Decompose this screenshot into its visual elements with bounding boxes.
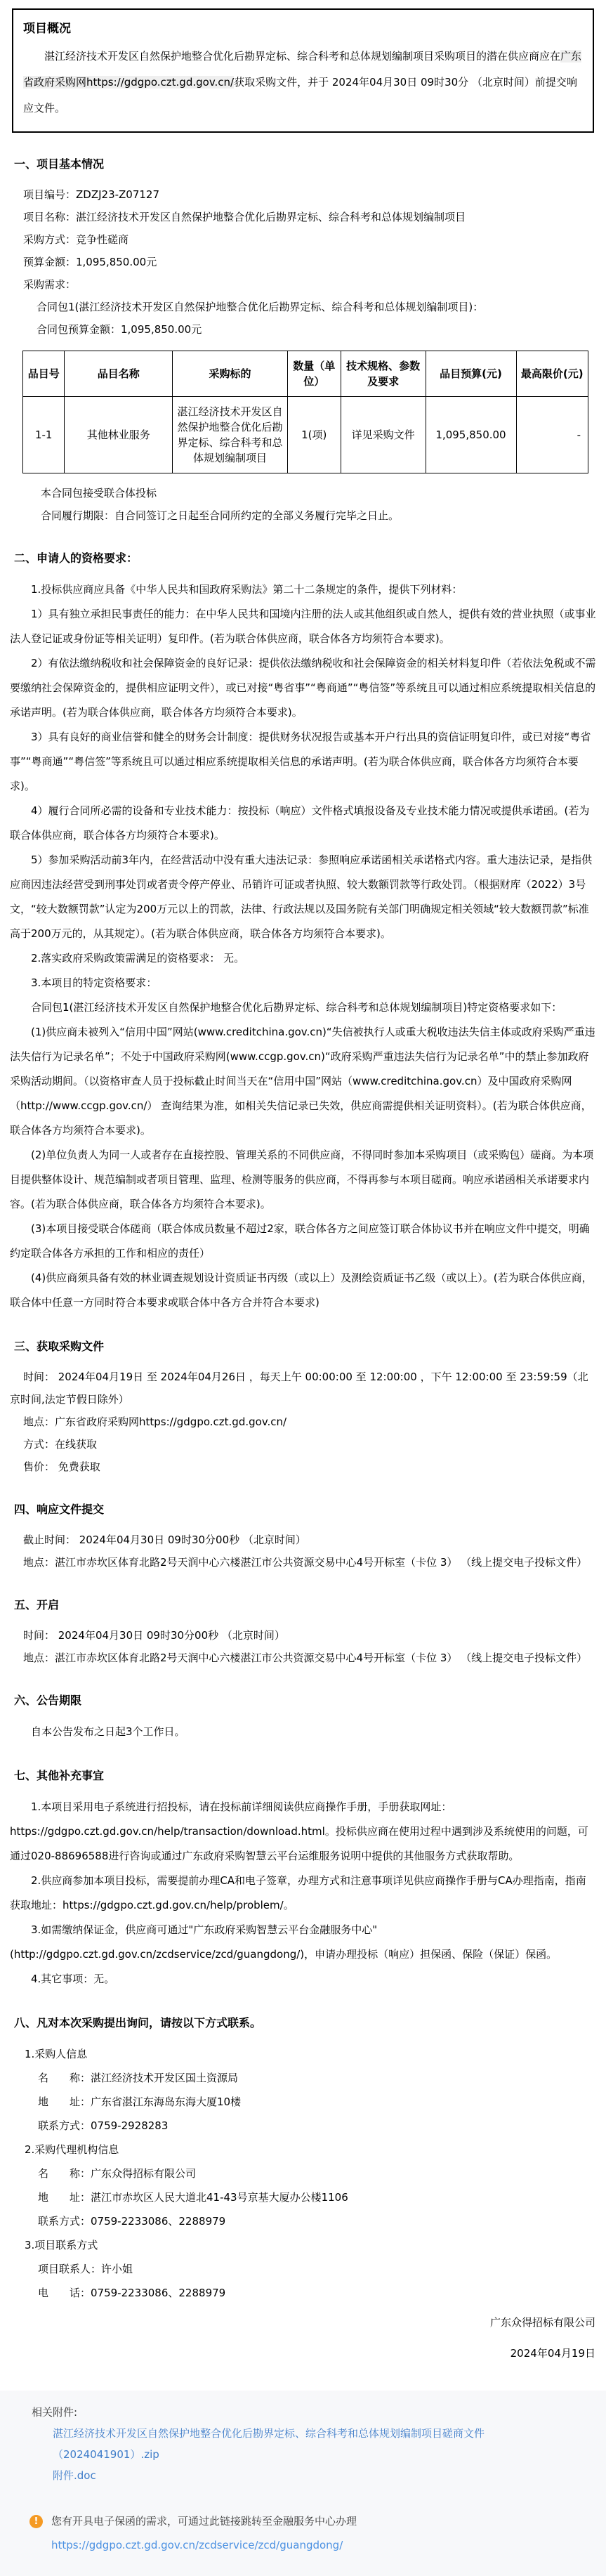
financial-service-link[interactable]: https://gdgpo.czt.gd.gov.cn/zcdservice/zcd/guangdong/ <box>51 2539 343 2551</box>
notice-text: 您有开具电子保函的需求，可通过此链接跳转至金融服务中心办理 <box>51 2515 357 2528</box>
agent-info-heading: 2.采购代理机构信息 <box>25 2143 119 2156</box>
cell-price-limit: - <box>516 397 588 473</box>
col-header-quantity: 数量（单位） <box>287 351 341 397</box>
budget-line: 预算金额：1,095,850.00元 <box>23 256 157 268</box>
attachment-list <box>0 2423 606 2486</box>
overview-text-after: 获取采购文件，并于 2024年04月30日 09时30分 （北京时间）前提交响应文件。 <box>23 76 577 115</box>
col-header-spec: 技术规格、参数及要求 <box>341 351 426 397</box>
table-row <box>23 397 588 473</box>
cell-item-no: 1-1 <box>23 397 65 473</box>
section-submit-heading: 四、响应文件提交 <box>14 1503 105 1516</box>
attachment-link[interactable]: 湛江经济技术开发区自然保护地整合优化后勘界定标、综合科考和总体规划编制项目磋商文件（2024041901）.zip <box>53 2427 485 2461</box>
demand-label-line: 采购需求： <box>23 278 77 291</box>
buyer-name-line: 名 称：湛江经济技术开发区国土资源局 <box>38 2072 239 2084</box>
attachments-label: 相关附件: <box>32 2406 78 2419</box>
package-budget-line: 合同包预算金额：1,095,850.00元 <box>37 323 202 336</box>
exclamation-icon: ! <box>29 2515 43 2528</box>
other-paragraph: 2.供应商参加本项目投标，需要提前办理CA和电子签章，办理方式和注意事项详见供应商操作手册与CA办理指南，指南获取地址：https://gdgpo.czt.gd.gov.cn/help/problem/。 <box>10 1874 586 1911</box>
open-place-line: 地点：湛江市赤坎区体育北路2号天润中心六楼湛江市公共资源交易中心4号开标室（卡位 3） （线上提交电子投标文件） <box>23 1652 588 1664</box>
qualification-paragraph: (3)本项目接受联合体磋商（联合体成员数量不超过2家，联合体各方之间应签订联合体协议书并在响应文件中提交，明确约定联合体各方承担的工作和相应的责任） <box>10 1222 590 1260</box>
page-footer <box>0 2391 606 2576</box>
qualification-paragraph: 5）参加采购活动前3年内，在经营活动中没有重大违法记录：参照响应承诺函相关承诺格式内容。重大违法记录，是指供应商因违法经营受到刑事处罚或者责令停产停业、吊销许可证或者执照、较大数额罚款等行政处罚。（根据财库（2022）3号文，“较大数额罚款”认定为200万元以上的罚款，法律、行政法规以及国务院有关部门明确规定相关领域“较大数额罚款”标准高于200万元的，从其规定）。(若为联合体供应商，联合体各方均须符合本要求)。 <box>10 854 593 940</box>
procurement-site-url: 广东省政府采购网https://gdgpo.czt.gd.gov.cn/ <box>23 50 582 89</box>
obtain-price-line: 售价： 免费获取 <box>23 1460 100 1473</box>
qualification-paragraph: 合同包1(湛江经济技术开发区自然保护地整合优化后勘界定标、综合科考和总体规划编制项目)特定资格要求如下： <box>31 1001 562 1014</box>
col-header-subject: 采购标的 <box>173 351 288 397</box>
col-header-item-no: 品目号 <box>23 351 65 397</box>
overview-paragraph <box>23 44 583 122</box>
submit-deadline-line: 截止时间： 2024年04月30日 09时30分00秒 （北京时间） <box>23 1534 306 1546</box>
obtain-time-line: 时间： 2024年04月19日 至 2024年04月26日 ，每天上午 00:00:00 至 12:00:00 ，下午 12:00:00 至 23:59:59（北京时间,法定节假日除外） <box>10 1371 588 1406</box>
other-paragraph: 1.本项目采用电子系统进行招投标，请在投标前详细阅读供应商操作手册，手册获取网址：https://gdgpo.czt.gd.gov.cn/help/transaction/download.html。投标供应商在使用过程中遇到涉及系统使用的问题，可通过020-88696588进行咨询或通过广东政府采购智慧云平台运维服务说明中提供的其他服务方式获取帮助。 <box>10 1800 588 1862</box>
agent-phone-line: 联系方式：0759-2233086、2288979 <box>38 2215 226 2228</box>
contract-duration-line: 合同履行期限：自合同签订之日起至合同所约定的全部义务履行完毕之日止。 <box>41 509 400 522</box>
section-qualification-heading: 二、申请人的资格要求： <box>14 551 138 565</box>
col-header-price-limit: 最高限价(元) <box>516 351 588 397</box>
attachment-link[interactable]: 附件.doc <box>53 2469 96 2482</box>
section-open-heading: 五、开启 <box>14 1598 60 1611</box>
obtain-place-line: 地点：广东省政府采购网https://gdgpo.czt.gd.gov.cn/ <box>23 1416 287 1428</box>
cell-budget: 1,095,850.00 <box>426 397 516 473</box>
contract-package-line: 合同包1(湛江经济技术开发区自然保护地整合优化后勘界定标、综合科考和总体规划编制项目)： <box>37 301 484 313</box>
cell-spec: 详见采购文件 <box>341 397 426 473</box>
section-obtain-heading: 三、获取采购文件 <box>14 1340 105 1353</box>
procurement-notice-document <box>0 8 606 2576</box>
col-header-item-name: 品目名称 <box>65 351 173 397</box>
section-basic-heading: 一、项目基本情况 <box>14 157 105 171</box>
qualification-paragraph: 2）有依法缴纳税收和社会保障资金的良好记录：提供依法缴纳税收和社会保障资金的相关材料复印件（若依法免税或不需要缴纳社会保障资金的，提供相应证明文件），或已对接“粤省事”“粤商通”“粤信签”等系统且可以通过相应系统提取相关信息的承诺声明。(若为联合体供应商，联合体各方均须符合本要求)。 <box>10 657 596 719</box>
overview-title: 项目概况 <box>23 22 71 36</box>
section-contact-heading: 八、凡对本次采购提出询问，请按以下方式联系。 <box>14 2016 262 2029</box>
signature-company: 广东众得招标有限公司 <box>489 2316 595 2329</box>
obtain-way-line: 方式：在线获取 <box>23 1438 98 1451</box>
cell-quantity: 1(项) <box>287 397 341 473</box>
project-contact-heading: 3.项目联系方式 <box>25 2239 98 2251</box>
joint-bid-note: 本合同包接受联合体投标 <box>41 487 157 499</box>
table-header-row <box>23 351 588 397</box>
project-contact-phone-line: 电 话：0759-2233086、2288979 <box>38 2287 226 2299</box>
qualification-paragraph: (4)供应商须具备有效的林业调查规划设计资质证书丙级（或以上）及测绘资质证书乙级（或以上）。(若为联合体供应商，联合体中任意一方同时符合本要求或联合体中各方合并符合本要求) <box>10 1271 593 1309</box>
qualification-paragraph: (2)单位负责人为同一人或者存在直接控股、管理关系的不同供应商，不得同时参加本采购项目（或采购包）磋商。为本项目提供整体设计、规范编制或者项目管理、监理、检测等服务的供应商，不得再参与本项目磋商。响应承诺函相关承诺要求内容。(若为联合体供应商，联合体各方均须符合本要求)。 <box>10 1149 594 1210</box>
qualification-paragraph: 4）履行合同所必需的设备和专业技术能力：按投标（响应）文件格式填报设备及专业技术能力情况或提供承诺函。(若为联合体供应商，联合体各方均须符合本要求)。 <box>10 804 590 842</box>
qualification-paragraph: 1.投标供应商应具备《中华人民共和国政府采购法》第二十二条规定的条件，提供下列材料： <box>31 583 463 596</box>
period-line: 自本公告发布之日起3个工作日。 <box>31 1725 185 1738</box>
qualification-paragraph: 1）具有独立承担民事责任的能力：在中华人民共和国境内注册的法人或其他组织或自然人，提供有效的营业执照（或事业法人登记证或身份证等相关证明）复印件。(若为联合体供应商，联合体各方均须符合本要求)。 <box>10 608 596 645</box>
procurement-method-line: 采购方式：竞争性磋商 <box>23 233 129 246</box>
qualification-paragraph: (1)供应商未被列入“信用中国”网站(www.creditchina.gov.cn)“失信被执行人或重大税收违法失信主体或政府采购严重违法失信行为记录名单”；不处于中国政府采购网(www.ccgp.gov.cn)“政府采购严重违法失信行为记录名单”中的禁止参加政府采购活动期间。（以资格审查人员于投标截止时间当天在“信用中国”网站（www.creditchina.gov.cn）及中国政府采购网 （http://www.ccgp.gov.cn/） 查询结果为准，如相关失信记录已失效，供应商需提供相关证明资料）。(若为联合体供应商，联合体各方均须符合本要求)。 <box>10 1026 595 1137</box>
cell-subject: 湛江经济技术开发区自然保护地整合优化后勘界定标、综合科考和总体规划编制项目 <box>173 397 288 473</box>
submit-place-line: 地点：湛江市赤坎区体育北路2号天润中心六楼湛江市公共资源交易中心4号开标室（卡位 3） （线上提交电子投标文件） <box>23 1556 588 1569</box>
qualification-paragraph: 3）具有良好的商业信誉和健全的财务会计制度：提供财务状况报告或基本开户行出具的资信证明复印件，或已对接“粤省事”“粤商通”“粤信签”等系统且可以通过相应系统提取相关信息的承诺声明。(若为联合体供应商，联合体各方均须符合本要求)。 <box>10 731 591 792</box>
agent-name-line: 名 称：广东众得招标有限公司 <box>38 2167 197 2180</box>
col-header-budget: 品目预算(元) <box>426 351 516 397</box>
qualification-paragraph: 3.本项目的特定资格要求： <box>31 976 157 989</box>
signature-date: 2024年04月19日 <box>510 2347 595 2360</box>
buyer-address-line: 地 址：广东省湛江东海岛东海大厦10楼 <box>38 2096 242 2108</box>
section-other-heading: 七、其他补充事宜 <box>14 1769 105 1782</box>
qualification-paragraph: 2.落实政府采购政策需满足的资格要求： 无。 <box>31 952 245 965</box>
section-period-heading: 六、公告期限 <box>14 1694 82 1707</box>
open-time-line: 时间： 2024年04月30日 09时30分00秒 （北京时间） <box>23 1629 285 1642</box>
buyer-info-heading: 1.采购人信息 <box>25 2048 88 2060</box>
agent-address-line: 地 址：湛江市赤坎区人民大道北41-43号京基大厦办公楼1106 <box>38 2191 348 2204</box>
procurement-items-table <box>22 351 588 473</box>
project-number-line: 项目编号：ZDZJ23-Z07127 <box>23 188 160 201</box>
other-paragraphs <box>0 1795 606 1992</box>
other-paragraph: 4.其它事项：无。 <box>31 1973 115 1985</box>
overview-text-before: 湛江经济技术开发区自然保护地整合优化后勘界定标、综合科考和总体规划编制项目采购项目的潜在供应商应在 <box>44 50 561 63</box>
cell-item-name: 其他林业服务 <box>65 397 173 473</box>
qualification-paragraphs <box>0 577 606 1315</box>
project-contact-person-line: 项目联系人：许小姐 <box>38 2263 133 2275</box>
other-paragraph: 3.如需缴纳保证金，供应商可通过"广东政府采购智慧云平台金融服务中心"(http://gdgpo.czt.gd.gov.cn/zcdservice/zcd/guangdong/)，申请办理投标（响应）担保函、保险（保证）保函。 <box>10 1923 558 1961</box>
project-name-line: 项目名称：湛江经济技术开发区自然保护地整合优化后勘界定标、综合科考和总体规划编制项目 <box>23 211 466 223</box>
buyer-phone-line: 联系方式：0759-2928283 <box>38 2119 169 2132</box>
guarantee-notice <box>0 2513 606 2561</box>
project-overview-box <box>12 8 594 133</box>
